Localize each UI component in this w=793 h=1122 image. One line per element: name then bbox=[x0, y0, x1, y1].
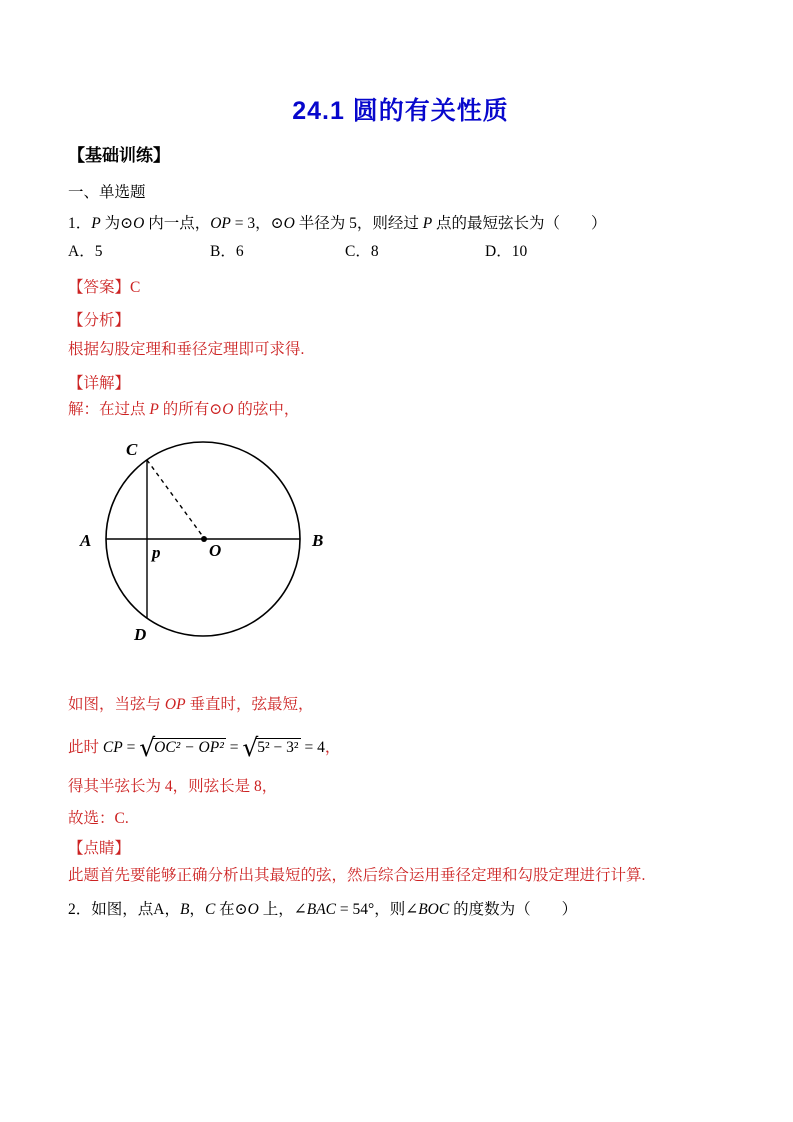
answer-label: 【答案】 bbox=[68, 279, 131, 296]
text-segment: BOC bbox=[418, 901, 450, 918]
text-segment: 解：在过点 bbox=[68, 401, 150, 418]
text-segment: √ bbox=[242, 733, 259, 762]
text-segment: OP bbox=[164, 696, 186, 713]
text-segment: √ bbox=[139, 733, 156, 762]
option-d-label: D． bbox=[485, 243, 512, 260]
text-segment: ， bbox=[189, 901, 205, 918]
section-header-basic-training: 【基础训练】 bbox=[68, 146, 170, 165]
subsection-single-choice: 一、单选题 bbox=[68, 184, 146, 201]
text-segment: OC² − OP² bbox=[154, 739, 224, 756]
text-segment: 内一点， bbox=[144, 215, 211, 232]
answer-value: C bbox=[130, 279, 141, 296]
text-segment: 的所有⊙ bbox=[158, 401, 223, 418]
text-segment: 此时 bbox=[68, 739, 103, 756]
analysis-text: 根据勾股定理和垂径定理即可求得. bbox=[68, 341, 305, 358]
text-segment: 上，∠ bbox=[258, 901, 307, 918]
text-segment: 5² − 3² bbox=[257, 739, 299, 756]
option-c-label: C． bbox=[345, 243, 371, 260]
text-segment: = bbox=[225, 739, 243, 756]
detail-label: 【详解】 bbox=[68, 375, 131, 392]
option-c bbox=[345, 242, 485, 261]
text-segment: = bbox=[122, 739, 140, 756]
text-segment: 的弦中， bbox=[233, 401, 300, 418]
text-segment: 2．如图，点A， bbox=[68, 901, 180, 918]
text-segment: C bbox=[204, 901, 216, 918]
conclusion-line: 故选：C. bbox=[68, 810, 129, 827]
text-segment: = 3，⊙ bbox=[230, 215, 284, 232]
text-segment: P bbox=[91, 215, 101, 232]
question-1-options bbox=[68, 242, 733, 261]
text-segment: P bbox=[149, 401, 159, 418]
text-segment: BAC bbox=[306, 901, 337, 918]
option-b-label: B． bbox=[210, 243, 236, 260]
explanation-shortest-chord bbox=[68, 696, 733, 714]
text-segment: P bbox=[422, 215, 433, 232]
text-segment: O bbox=[222, 401, 234, 418]
figure-dashed-line-co bbox=[147, 460, 204, 538]
figure-label-d: D bbox=[134, 625, 147, 644]
tip-label: 【点睛】 bbox=[68, 840, 131, 857]
text-segment: 如图，当弦与 bbox=[68, 696, 165, 713]
question-1-stem bbox=[68, 213, 733, 235]
option-a-value: 5 bbox=[94, 243, 103, 260]
figure-label-o: O bbox=[209, 541, 222, 560]
text-segment: 的度数为（ ） bbox=[449, 901, 578, 918]
text-segment: 在⊙ bbox=[215, 901, 248, 918]
figure-label-b: B bbox=[312, 531, 324, 550]
text-segment: 半径为 5，则经过 bbox=[294, 215, 423, 232]
text-segment: OP bbox=[210, 215, 231, 232]
text-segment: 为⊙ bbox=[100, 215, 134, 232]
option-b bbox=[210, 242, 345, 261]
text-segment: 1． bbox=[68, 215, 92, 232]
question-2-stem bbox=[68, 899, 733, 921]
figure-label-c: C bbox=[126, 440, 138, 459]
circle-diagram-svg bbox=[68, 436, 338, 654]
text-segment: = 4 bbox=[300, 739, 325, 756]
page-title: 24.1 圆的有关性质 bbox=[292, 97, 509, 125]
option-c-value: 8 bbox=[370, 243, 379, 260]
text-segment: 点的最短弦长为（ ） bbox=[432, 215, 607, 232]
option-b-value: 6 bbox=[235, 243, 244, 260]
text-segment: O bbox=[247, 901, 259, 918]
figure-center-dot bbox=[201, 536, 207, 542]
text-segment: O bbox=[133, 215, 145, 232]
formula-line bbox=[68, 730, 733, 766]
option-a bbox=[68, 242, 210, 261]
option-d bbox=[485, 242, 527, 261]
explanation-half-chord: 得其半弦长为 4，则弦长是 8， bbox=[68, 778, 278, 795]
circle-figure bbox=[68, 436, 733, 654]
analysis-label: 【分析】 bbox=[68, 312, 131, 329]
text-segment: ， bbox=[324, 739, 341, 756]
text-segment: = 54°，则∠ bbox=[336, 901, 419, 918]
text-segment: 垂直时，弦最短， bbox=[185, 696, 314, 713]
text-segment: CP bbox=[102, 739, 123, 756]
tip-text: 此题首先要能够正确分析出其最短的弦，然后综合运用垂径定理和勾股定理进行计算. bbox=[68, 867, 646, 884]
figure-label-p: p bbox=[152, 543, 161, 562]
option-d-value: 10 bbox=[511, 243, 528, 260]
answer-line bbox=[68, 278, 733, 297]
solution-intro-line bbox=[68, 400, 733, 419]
figure-label-a: A bbox=[80, 531, 92, 550]
text-segment: B bbox=[179, 901, 190, 918]
text-segment: O bbox=[283, 215, 295, 232]
option-a-label: A． bbox=[68, 243, 95, 260]
